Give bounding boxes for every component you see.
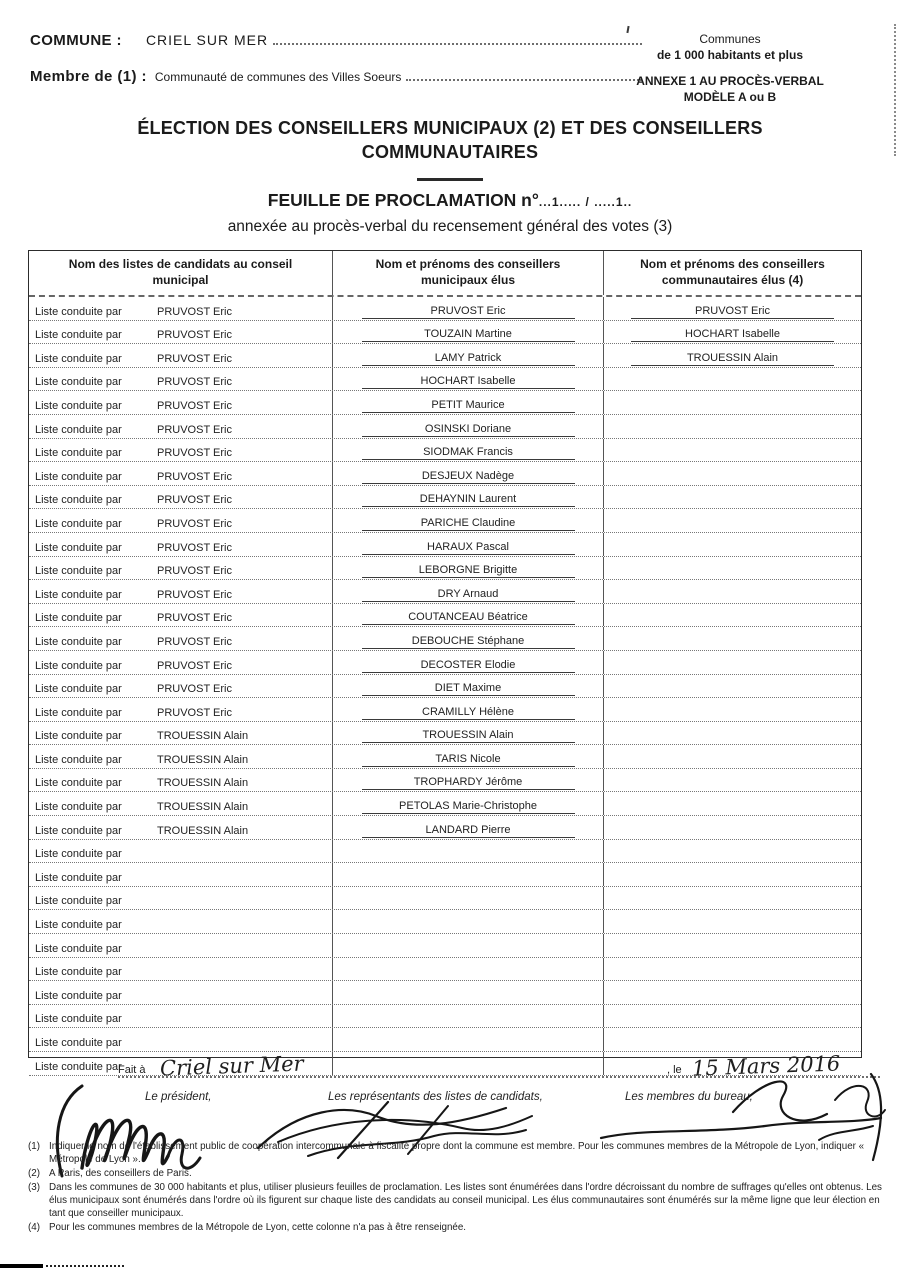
- municipal-elected-name: DEBOUCHE Stéphane: [362, 635, 575, 649]
- spacer: [605, 63, 855, 74]
- list-leader-name: PRUVOST Eric: [157, 659, 232, 672]
- municipal-elected-name: HOCHART Isabelle: [362, 375, 575, 389]
- table-row: [29, 792, 861, 816]
- municipal-elected-name: DEHAYNIN Laurent: [362, 493, 575, 507]
- communautaire-elected-name: [631, 836, 834, 838]
- list-leader-name: PRUVOST Eric: [157, 706, 232, 719]
- table-row: [29, 1028, 861, 1052]
- communautaire-elected-name: [631, 505, 834, 507]
- municipal-elected-name: SIODMAK Francis: [362, 446, 575, 460]
- commune-value: CRIEL SUR MER: [145, 32, 269, 48]
- table-header: [29, 251, 861, 297]
- place-handwritten: Criel sur Mer: [159, 1051, 304, 1081]
- row-label: Liste conduite par: [35, 588, 122, 601]
- municipal-elected-name: [362, 1048, 575, 1050]
- municipal-elected-name: [362, 930, 575, 932]
- proclamation-line: [0, 190, 900, 211]
- list-leader-name: PRUVOST Eric: [157, 541, 232, 554]
- municipal-elected-name: DESJEUX Nadège: [362, 470, 575, 484]
- municipal-elected-name: [362, 883, 575, 885]
- communautaire-elected-name: PRUVOST Eric: [631, 305, 834, 319]
- communautaire-elected-name: [631, 1024, 834, 1026]
- row-label: Liste conduite par: [35, 966, 122, 979]
- table-row: [29, 509, 861, 533]
- table-row: [29, 439, 861, 463]
- list-leader-name: PRUVOST Eric: [157, 399, 232, 412]
- row-label: Liste conduite par: [35, 730, 122, 743]
- communautaire-elected-name: [631, 671, 834, 673]
- list-leader-name: PRUVOST Eric: [157, 329, 232, 342]
- title-block: [0, 116, 900, 236]
- communautaire-elected-name: HOCHART Isabelle: [631, 328, 834, 342]
- fait-label: Fait à: [118, 1064, 146, 1076]
- municipal-elected-name: TOUZAIN Martine: [362, 328, 575, 342]
- communautaire-elected-name: [631, 647, 834, 649]
- municipal-elected-name: LANDARD Pierre: [362, 824, 575, 838]
- table-row: [29, 604, 861, 628]
- note-text: Indiquer le nom de l'établissement public de coopération intercommunale à fiscalité propre dont la commune est membre. Pour les communes membres de la Métropole de Lyon, indiquer « Métropole de Lyon ».: [49, 1141, 865, 1165]
- list-leader-name: PRUVOST Eric: [157, 376, 232, 389]
- communautaire-elected-name: [631, 977, 834, 979]
- note-text: Pour les communes membres de la Métropole de Lyon, cette colonne n'a pas à être renseignée.: [49, 1221, 467, 1233]
- row-label: Liste conduite par: [35, 706, 122, 719]
- corner-line-communes: Communes: [699, 32, 761, 46]
- row-label: Liste conduite par: [35, 942, 122, 955]
- row-label: Liste conduite par: [35, 1037, 122, 1049]
- page-title: ÉLECTION DES CONSEILLERS MUNICIPAUX (2) ET DES CONSEILLERS COMMUNAUTAIRES: [137, 118, 763, 163]
- membres-label: Les membres du bureau,: [625, 1091, 753, 1103]
- communautaire-elected-name: [631, 482, 834, 484]
- communautaire-elected-name: [631, 812, 834, 814]
- municipal-elected-name: [362, 1001, 575, 1003]
- list-leader-name: PRUVOST Eric: [157, 635, 232, 648]
- row-label: Liste conduite par: [35, 376, 122, 389]
- date-handwritten: 15 Mars 2016: [691, 1051, 841, 1081]
- table-row: [29, 627, 861, 651]
- communautaire-elected-name: [631, 741, 834, 743]
- row-label: Liste conduite par: [35, 635, 122, 648]
- table-row: [29, 910, 861, 934]
- row-label: Liste conduite par: [35, 1060, 122, 1073]
- municipal-elected-name: DIET Maxime: [362, 682, 575, 696]
- row-label: Liste conduite par: [35, 753, 122, 766]
- title-divider: [417, 178, 483, 181]
- row-label: Liste conduite par: [35, 1013, 122, 1026]
- list-leader-name: PRUVOST Eric: [157, 423, 232, 436]
- table-row: [29, 863, 861, 887]
- communautaire-elected-name: [631, 411, 834, 413]
- communautaire-elected-name: [631, 930, 834, 932]
- list-leader-name: PRUVOST Eric: [157, 517, 232, 530]
- communautaire-elected-name: [631, 788, 834, 790]
- header-cell-municipaux: Nom et prénoms des conseillers municipaux élus: [333, 251, 604, 295]
- row-label: Liste conduite par: [35, 848, 122, 861]
- table-row: [29, 981, 861, 1005]
- list-leader-name: PRUVOST Eric: [157, 612, 232, 625]
- municipal-elected-name: [362, 859, 575, 861]
- membre-label: Membre de (1) :: [30, 68, 147, 85]
- municipal-elected-name: DECOSTER Elodie: [362, 659, 575, 673]
- table-row: [29, 462, 861, 486]
- row-label: Liste conduite par: [35, 919, 122, 932]
- note-text: Dans les communes de 30 000 habitants et plus, utiliser plusieurs feuilles de proclamation. Les listes sont énumérées dans l'ordre décroissant du nombre de suffrages qu'elles ont obtenus. Les élus municipaux sont énumérés dans l'ordre où ils figurent sur chaque liste des candidats au conseil municipal. Les élus communautaires sont énumérés sur la même ligne que leur élection en tant que conseiller municipaux.: [49, 1181, 882, 1219]
- note-number: (1): [28, 1141, 40, 1152]
- note-text: A Paris, des conseillers de Paris.: [49, 1167, 192, 1179]
- representants-label: Les représentants des listes de candidats,: [328, 1091, 543, 1103]
- header-cell-listes: Nom des listes de candidats au conseil municipal: [29, 251, 333, 295]
- list-leader-name: TROUESSIN Alain: [157, 777, 249, 790]
- communautaire-elected-name: [631, 600, 834, 602]
- municipal-elected-name: PETOLAS Marie-Christophe: [362, 800, 575, 814]
- municipal-elected-name: DRY Arnaud: [362, 588, 575, 602]
- communautaire-elected-name: [631, 1001, 834, 1003]
- row-label: Liste conduite par: [35, 541, 122, 554]
- communautaire-elected-name: [631, 765, 834, 767]
- table-row: [29, 1005, 861, 1029]
- municipal-elected-name: OSINSKI Doriane: [362, 423, 575, 437]
- table-row: [29, 887, 861, 911]
- row-label: Liste conduite par: [35, 612, 122, 625]
- communautaire-elected-name: [631, 859, 834, 861]
- list-leader-name: PRUVOST Eric: [157, 494, 232, 507]
- communautaire-elected-name: [631, 435, 834, 437]
- table-row: [29, 368, 861, 392]
- municipal-elected-name: LEBORGNE Brigitte: [362, 564, 575, 578]
- table-row: [29, 415, 861, 439]
- row-label: Liste conduite par: [35, 494, 122, 507]
- municipal-elected-name: [362, 954, 575, 956]
- proclamation-label: FEUILLE DE PROCLAMATION n°: [267, 189, 539, 210]
- row-label: Liste conduite par: [35, 423, 122, 436]
- table-row: [29, 651, 861, 675]
- municipal-elected-name: [362, 1024, 575, 1026]
- communautaire-elected-name: [631, 718, 834, 720]
- table-row: [29, 297, 861, 321]
- list-leader-name: PRUVOST Eric: [157, 565, 232, 578]
- table-row: [29, 934, 861, 958]
- table-body: [29, 297, 861, 1076]
- list-leader-name: TROUESSIN Alain: [157, 801, 249, 814]
- commune-line: [30, 30, 642, 49]
- municipal-elected-name: COUTANCEAU Béatrice: [362, 611, 575, 625]
- row-label: Liste conduite par: [35, 329, 122, 342]
- corner-note: [605, 32, 855, 105]
- row-label: Liste conduite par: [35, 517, 122, 530]
- municipal-elected-name: [362, 977, 575, 979]
- proclamation-number: ...1..... / .....1..: [538, 194, 633, 209]
- corner-line-annexe: ANNEXE 1 AU PROCÈS-VERBAL: [636, 74, 824, 89]
- communautaire-elected-name: [631, 954, 834, 956]
- municipal-elected-name: PRUVOST Eric: [362, 305, 575, 319]
- list-leader-name: PRUVOST Eric: [157, 352, 232, 365]
- row-label: Liste conduite par: [35, 801, 122, 814]
- row-label: Liste conduite par: [35, 777, 122, 790]
- municipal-elected-name: PETIT Maurice: [362, 399, 575, 413]
- row-label: Liste conduite par: [35, 989, 122, 1002]
- municipal-elected-name: TROUESSIN Alain: [362, 729, 575, 743]
- communautaire-elected-name: [631, 623, 834, 625]
- municipal-elected-name: TARIS Nicole: [362, 753, 575, 767]
- municipal-elected-name: TROPHARDY Jérôme: [362, 776, 575, 790]
- table-row: [29, 675, 861, 699]
- commune-label: COMMUNE :: [30, 32, 122, 49]
- table-row: [29, 840, 861, 864]
- municipal-elected-name: PARICHE Claudine: [362, 517, 575, 531]
- communautaire-elected-name: [631, 529, 834, 531]
- communautaire-elected-name: [631, 387, 834, 389]
- bottom-scan-dots: [46, 1265, 124, 1267]
- communautaire-elected-name: [631, 906, 834, 908]
- membre-value: Communauté de communes des Villes Soeurs: [154, 70, 402, 84]
- president-label: Le président,: [145, 1091, 212, 1103]
- communautaire-elected-name: TROUESSIN Alain: [631, 352, 834, 366]
- row-label: Liste conduite par: [35, 447, 122, 460]
- table-row: [29, 391, 861, 415]
- municipal-elected-name: HARAUX Pascal: [362, 541, 575, 555]
- list-leader-name: PRUVOST Eric: [157, 305, 232, 318]
- note-item: [28, 1182, 882, 1221]
- communautaire-elected-name: [631, 883, 834, 885]
- municipal-elected-name: [362, 906, 575, 908]
- communautaire-elected-name: [631, 458, 834, 460]
- table-row: [29, 769, 861, 793]
- corner-line-modele: MODÈLE A ou B: [683, 89, 777, 104]
- row-label: Liste conduite par: [35, 683, 122, 696]
- list-leader-name: PRUVOST Eric: [157, 588, 232, 601]
- table-row: [29, 958, 861, 982]
- list-leader-name: PRUVOST Eric: [157, 470, 232, 483]
- table-row: [29, 486, 861, 510]
- note-number: (3): [28, 1181, 40, 1193]
- communautaire-elected-name: [631, 576, 834, 578]
- row-label: Liste conduite par: [35, 470, 122, 483]
- table-row: [29, 344, 861, 368]
- row-label: Liste conduite par: [35, 565, 122, 578]
- row-label: Liste conduite par: [35, 871, 122, 884]
- list-leader-name: PRUVOST Eric: [157, 447, 232, 460]
- table-row: [29, 816, 861, 840]
- communautaire-elected-name: [631, 694, 834, 696]
- row-label: Liste conduite par: [35, 824, 122, 837]
- note-number: (4): [28, 1221, 40, 1233]
- note-item: [28, 1141, 882, 1167]
- list-leader-name: TROUESSIN Alain: [157, 824, 249, 837]
- header-cell-communautaires: Nom et prénoms des conseillers communautaires élus (4): [640, 257, 825, 287]
- table-row: [29, 580, 861, 604]
- note-number: (2): [28, 1167, 40, 1179]
- table-row: [29, 557, 861, 581]
- footnotes: [28, 1141, 882, 1235]
- list-leader-name: PRUVOST Eric: [157, 683, 232, 696]
- municipal-elected-name: CRAMILLY Hélène: [362, 706, 575, 720]
- le-label: , le: [666, 1064, 682, 1076]
- communautaire-elected-name: [631, 1048, 834, 1050]
- note-item: [28, 1168, 882, 1181]
- note-item: [28, 1222, 882, 1235]
- table-row: [29, 722, 861, 746]
- row-label: Liste conduite par: [35, 305, 122, 318]
- list-leader-name: TROUESSIN Alain: [157, 730, 249, 743]
- membre-line: [30, 66, 642, 85]
- table-row: [29, 533, 861, 557]
- bottom-scan-bar: [0, 1264, 43, 1268]
- municipal-elected-name: LAMY Patrick: [362, 352, 575, 366]
- row-label: Liste conduite par: [35, 895, 122, 908]
- table-row: [29, 698, 861, 722]
- list-leader-name: TROUESSIN Alain: [157, 753, 249, 766]
- row-label: Liste conduite par: [35, 399, 122, 412]
- row-label: Liste conduite par: [35, 659, 122, 672]
- communautaire-elected-name: [631, 553, 834, 555]
- table-row: [29, 745, 861, 769]
- dotted-line: [273, 30, 642, 45]
- table-row: [29, 321, 861, 345]
- row-label: Liste conduite par: [35, 352, 122, 365]
- corner-line-habitants: de 1 000 habitants et plus: [656, 47, 804, 62]
- annex-subtitle: annexée au procès-verbal du recensement général des votes (3): [227, 217, 673, 235]
